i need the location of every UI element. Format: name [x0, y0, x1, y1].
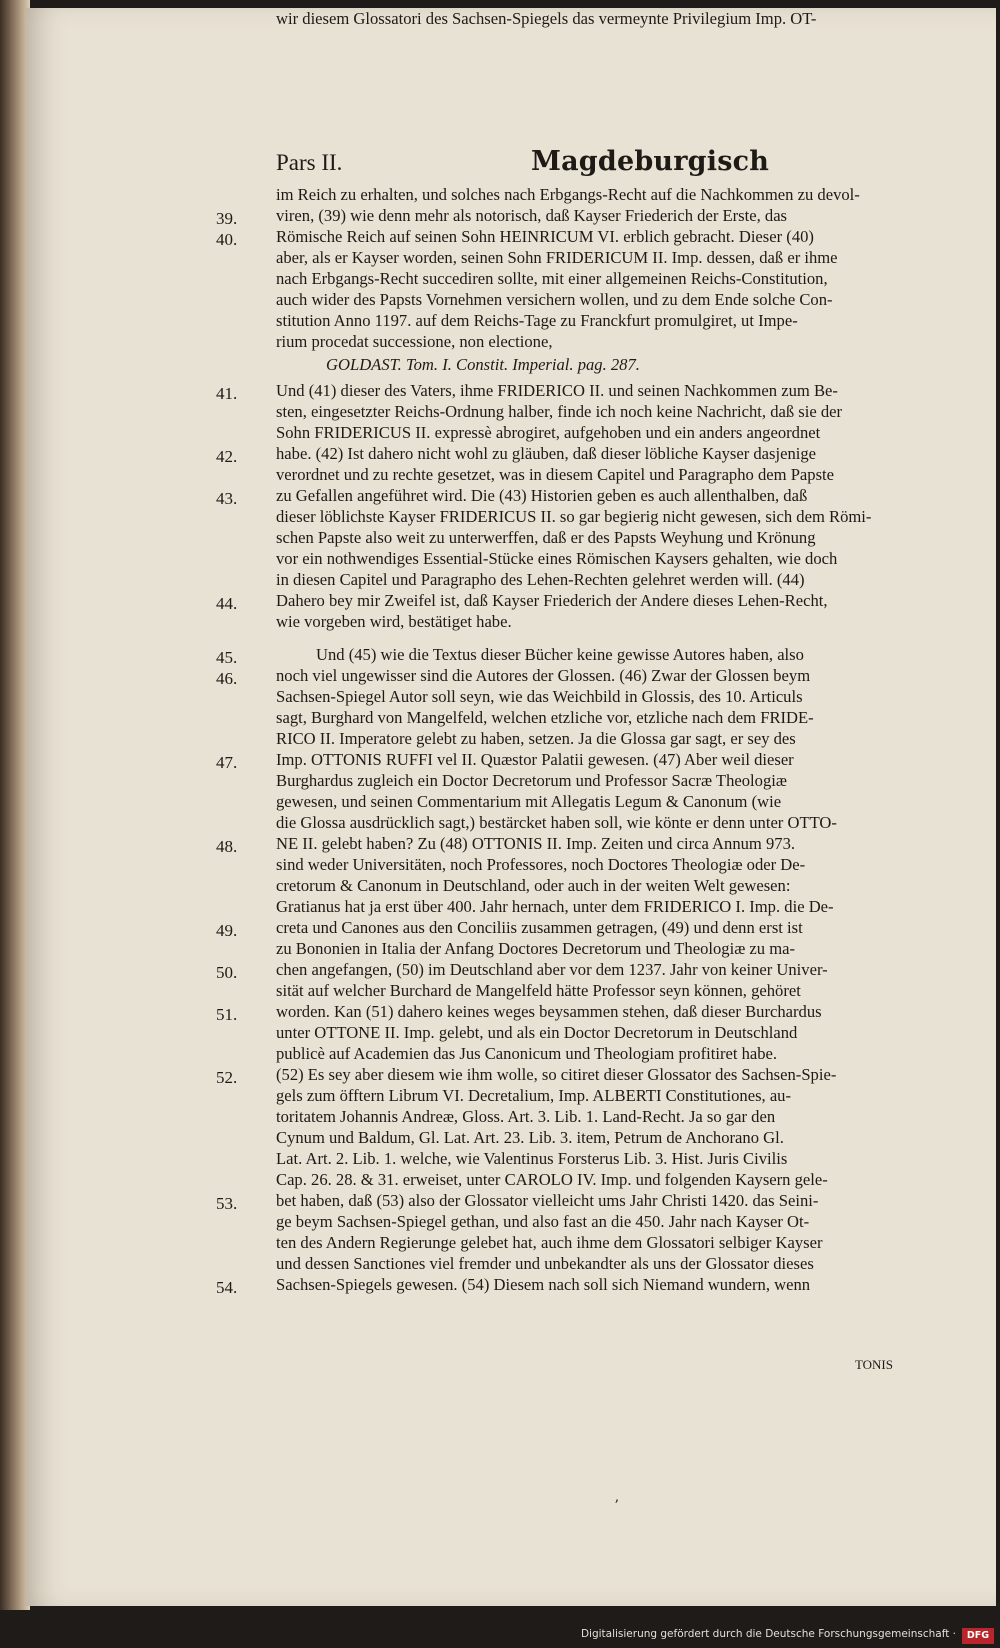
text-line: ten des Andern Regierunge gelebet hat, auch ihme dem Glossatori selbiger Kayser — [276, 1233, 823, 1252]
text-line: ge beym Sachsen-Spiegel gethan, und also fast an die 450. Jahr nach Kayser Ot- — [276, 1212, 810, 1231]
margin-number: 49. — [216, 921, 238, 940]
part-label: Pars II. — [276, 150, 343, 175]
text-line: Dahero bey mir Zweifel ist, daß Kayser Friederich der Andere dieses Lehen-Recht, — [276, 591, 828, 610]
dfg-logo: DFG — [962, 1628, 994, 1644]
text-line: rium procedat successione, non electione, — [276, 332, 553, 351]
text-line: Burghardus zugleich ein Doctor Decretorum und Professor Sacræ Theologiæ — [276, 771, 787, 790]
text-line: Sachsen-Spiegel Autor soll seyn, wie das Weichbild in Glossis, des 10. Articuls — [276, 687, 803, 706]
text-line: Und (45) wie die Textus dieser Bücher keine gewisse Autores haben, also — [316, 645, 804, 664]
text-line: dieser löblichste Kayser FRIDERICUS II. so gar begierig nicht gewesen, sich dem Römi- — [276, 507, 872, 526]
margin-number: 44. — [216, 594, 238, 613]
text-line: bet haben, daß (53) also der Glossator vielleicht ums Jahr Christi 1420. das Seini- — [276, 1191, 819, 1210]
text-line: verordnet und zu rechte gesetzet, was in diesem Capitel und Paragrapho dem Papste — [276, 465, 835, 484]
text-line: Sachsen-Spiegels gewesen. (54) Diesem nach soll sich Niemand wundern, wenn — [276, 1275, 811, 1294]
text-line: worden. Kan (51) dahero keines weges beysammen stehen, daß dieser Burchardus — [276, 1002, 822, 1021]
margin-number: 39. — [216, 209, 238, 228]
text-line: cretorum & Canonum in Deutschland, oder auch in der weiten Welt gewesen: — [276, 876, 791, 895]
text-line: Imp. OTTONIS RUFFI vel II. Quæstor Palatii gewesen. (47) Aber weil dieser — [276, 750, 794, 769]
margin-number: 54. — [216, 1278, 238, 1297]
margin-number: 47. — [216, 753, 238, 772]
text-line: sten, eingesetzter Reichs-Ordnung halber, finde ich noch keine Nachricht, daß sie der — [276, 402, 843, 421]
text-line: im Reich zu erhalten, und solches nach Erbgangs-Recht auf die Nachkommen zu devol- — [276, 185, 860, 204]
text-line: vor ein nothwendiges Essential-Stücke eines Römischen Kaysers gehalten, wie doch — [276, 549, 838, 568]
ink-mark: ʼ — [614, 1498, 619, 1514]
text-line: toritatem Johannis Andreæ, Gloss. Art. 3. Lib. 1. Land-Recht. Ja so gar den — [276, 1107, 776, 1126]
text-line: auch wider des Papsts Vornehmen versichern wollen, und zu dem Ende solche Con- — [276, 290, 833, 309]
margin-number: 45. — [216, 648, 238, 667]
text-line: creta und Canones aus den Conciliis zusammen getragen, (49) und denn erst ist — [276, 918, 803, 937]
margin-number: 40. — [216, 230, 238, 249]
page-header — [276, 146, 896, 186]
dfg-credit: Digitalisierung gefördert durch die Deutsche Forschungsgemeinschaft · — [580, 1628, 956, 1640]
margin-number: 43. — [216, 489, 238, 508]
text-line: sagt, Burghard von Mangelfeld, welchen etzliche vor, etzliche nach dem FRIDE- — [276, 708, 814, 727]
margin-number: 41. — [216, 384, 238, 403]
text-line: wir diesem Glossatori des Sachsen-Spiegels das vermeynte Privilegium Imp. OT- — [276, 9, 817, 28]
text-line: (52) Es sey aber diesem wie ihm wolle, so citiret dieser Glossator des Sachsen-Spie- — [276, 1065, 837, 1084]
text-line: gewesen, und seinen Commentarium mit Allegatis Legum & Canonum (wie — [276, 792, 782, 811]
text-line: viren, (39) wie denn mehr als notorisch, daß Kayser Friederich der Erste, das — [276, 206, 788, 225]
text-line: in diesen Capitel und Paragrapho des Lehen-Rechten gelehret werden will. (44) — [276, 570, 805, 589]
book-page — [26, 8, 996, 1606]
citation-line: GOLDAST. Tom. I. Constit. Imperial. pag. 287. — [326, 355, 640, 374]
text-line: habe. (42) Ist dahero nicht wohl zu gläuben, daß dieser löbliche Kayser dasjenige — [276, 444, 817, 463]
text-line: Cynum und Baldum, Gl. Lat. Art. 23. Lib. 3. item, Petrum de Anchorano Gl. — [276, 1128, 784, 1147]
text-line: chen angefangen, (50) im Deutschland aber vor dem 1237. Jahr von keiner Univer- — [276, 960, 828, 979]
text-line: Lat. Art. 2. Lib. 1. welche, wie Valentinus Forsterus Lib. 3. Hist. Juris Civilis — [276, 1149, 788, 1168]
text-line: publicè auf Academien das Jus Canonicum und Theologiam profitiret habe. — [276, 1044, 778, 1063]
text-line: aber, als er Kayser worden, seinen Sohn FRIDERICUM II. Imp. dessen, daß er ihme — [276, 248, 838, 267]
margin-number: 51. — [216, 1005, 238, 1024]
margin-number: 52. — [216, 1068, 238, 1087]
text-line: zu Gefallen angeführet wird. Die (43) Historien geben es auch allenthalben, daß — [276, 486, 808, 505]
text-line: stitution Anno 1197. auf dem Reichs-Tage zu Franckfurt promulgiret, ut Impe- — [276, 311, 798, 330]
text-line: RICO II. Imperatore gelebt zu haben, setzen. Ja die Glossa gar sagt, er sey des — [276, 729, 796, 748]
text-line: nach Erbgangs-Recht succediren sollte, mit einer allgemeinen Reichs-Constitution, — [276, 269, 828, 288]
text-line: unter OTTONE II. Imp. gelebt, und als ein Doctor Decretorum in Deutschland — [276, 1023, 798, 1042]
text-line: Sohn FRIDERICUS II. expressè abrogiret, aufgehoben und ein anders angeordnet — [276, 423, 821, 442]
text-line: NE II. gelebt haben? Zu (48) OTTONIS II. Imp. Zeiten und circa Annum 973. — [276, 834, 796, 853]
footer-bar — [0, 1624, 1000, 1648]
text-line: schen Papste also weit zu unterwerffen, daß er des Papsts Weyhung und Krönung — [276, 528, 816, 547]
text-line: die Glossa ausdrücklich sagt,) bestärcket haben soll, wie könte er denn unter OTTO- — [276, 813, 837, 832]
text-line: zu Bononien in Italia der Anfang Doctores Decretorum und Theologiæ zu ma- — [276, 939, 796, 958]
margin-number: 48. — [216, 837, 238, 856]
text-line: gels zum öfftern Librum VI. Decretalium, Imp. ALBERTI Constitutiones, au- — [276, 1086, 792, 1105]
margin-number: 50. — [216, 963, 238, 982]
text-line: Cap. 26. 28. & 31. erweiset, unter CAROLO IV. Imp. und folgenden Kaysern gele- — [276, 1170, 828, 1189]
text-line: Gratianus hat ja erst über 400. Jahr hernach, unter dem FRIDERICO I. Imp. die De- — [276, 897, 834, 916]
text-line: wie vorgeben wird, bestätiget habe. — [276, 612, 512, 631]
text-line: und dessen Sanctiones viel fremder und unbekandter als uns der Glossator dieses — [276, 1254, 814, 1273]
text-line: sität auf welcher Burchard de Mangelfeld hätte Professor seyn können, gehöret — [276, 981, 801, 1000]
text-line: Und (41) dieser des Vaters, ihme FRIDERICO II. und seinen Nachkommen zum Be- — [276, 381, 838, 400]
margin-number: 46. — [216, 669, 238, 688]
text-line: Römische Reich auf seinen Sohn HEINRICUM VI. erblich gebracht. Dieser (40) — [276, 227, 814, 246]
catchword: TONIS — [854, 1357, 893, 1372]
margin-number: 42. — [216, 447, 238, 466]
text-line: noch viel ungewisser sind die Autores der Glossen. (46) Zwar der Glossen beym — [276, 666, 811, 685]
text-line: sind weder Universitäten, noch Professores, noch Doctores Theologiæ oder De- — [276, 855, 806, 874]
running-title: Magdeburgisch — [531, 146, 770, 177]
margin-number: 53. — [216, 1194, 238, 1213]
